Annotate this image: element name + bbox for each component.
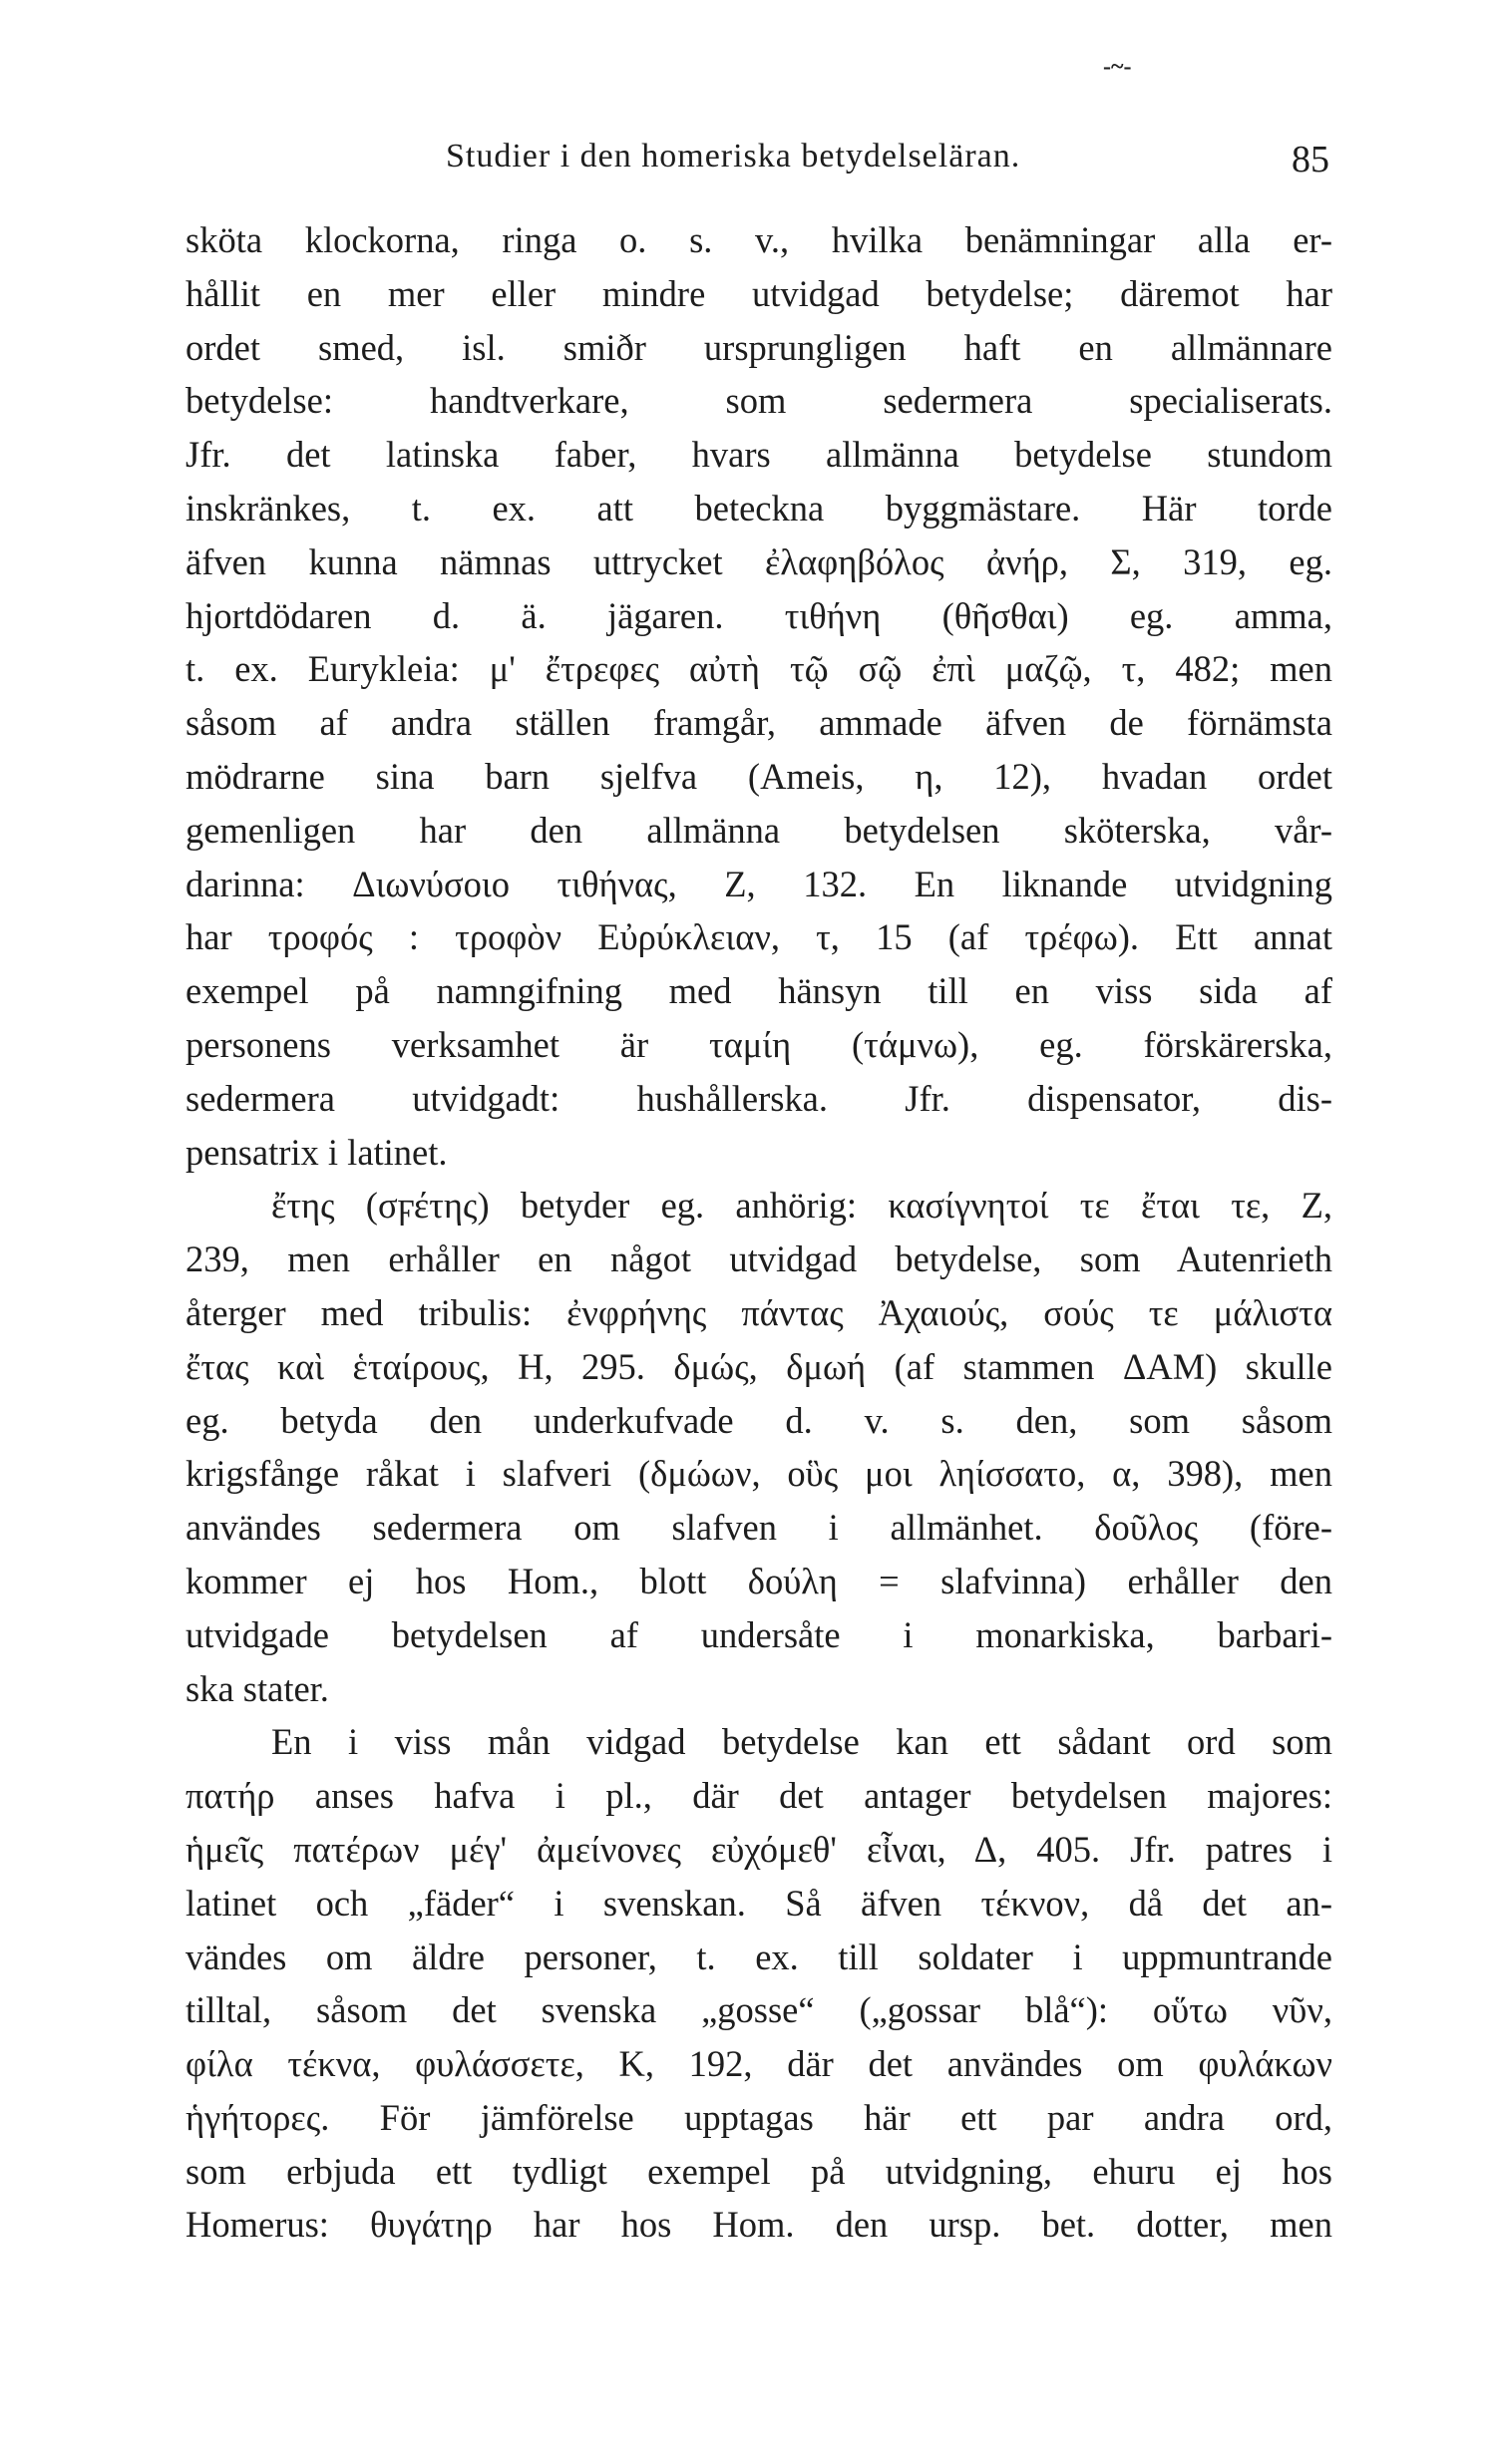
header-ornament: -~-: [1103, 54, 1132, 80]
page-number: 85: [1292, 139, 1329, 180]
text-line: äfven kunna nämnas uttrycket ἐλαφηβόλος ἀνήρ, Σ, 319, eg.: [186, 540, 1332, 582]
text-line: betydelse: handtverkare, som sedermera specialiserats.: [186, 380, 1332, 422]
text-line: gemenligen har den allmänna betydelsen sköterska, vår-: [186, 809, 1332, 851]
text-line: ἔτας καὶ ἑταίρους, Η, 295. δμώς, δμωή (af stammen ΔΑΜ) skulle: [186, 1345, 1332, 1387]
text-line: ἔτης (σϝέτης) betyder eg. anhörig: κασίγνητοί τε ἔται τε, Ζ,: [271, 1185, 1332, 1227]
body-text: [186, 213, 1332, 2252]
text-line: ordet smed, isl. smiðr ursprungligen haft en allmännare: [186, 326, 1332, 368]
text-line: återger med tribulis: ἐνφρήνης πάντας Ἀχαιούς, σούς τε μάλιστα: [186, 1291, 1332, 1333]
text-line: sköta klockorna, ringa o. s. v., hvilka benämningar alla er-: [186, 219, 1332, 260]
text-line: sedermera utvidgadt: hushållerska. Jfr. dispensator, dis-: [186, 1077, 1332, 1119]
text-line: En i viss mån vidgad betydelse kan ett sådant ord som: [271, 1721, 1332, 1763]
text-line: darinna: Διωνύσοιο τιθήνας, Ζ, 132. En liknande utvidgning: [186, 863, 1332, 904]
text-line: ἡμεῖς πατέρων μέγ' ἀμείνονες εὐχόμεθ' εἶναι, Δ, 405. Jfr. patres i: [186, 1828, 1332, 1870]
text-line: ἡγήτορες. För jämförelse upptagas här ett par andra ord,: [186, 2096, 1332, 2138]
text-line: 239, men erhåller en något utvidgad betydelse, som Autenrieth: [186, 1238, 1332, 1280]
text-line: exempel på namngifning med hänsyn till en viss sida af: [186, 970, 1332, 1012]
text-line: πατήρ anses hafva i pl., där det antager betydelsen majores:: [186, 1775, 1332, 1817]
text-line: Jfr. det latinska faber, hvars allmänna betydelse stundom: [186, 434, 1332, 476]
text-line: eg. betyda den underkufvade d. v. s. den, som såsom: [186, 1399, 1332, 1441]
text-line: har τροφός : τροφὸν Εὐρύκλειαν, τ, 15 (af τρέφω). Ett annat: [186, 916, 1332, 958]
text-line: tilltal, såsom det svenska „gosse“ („gossar blå“): οὕτω νῦν,: [186, 1989, 1332, 2031]
text-line: latinet och „fäder“ i svenskan. Så äfven τέκνον, då det an-: [186, 1882, 1332, 1924]
text-line: som erbjuda ett tydligt exempel på utvidgning, ehuru ej hos: [186, 2150, 1332, 2192]
text-line: ska stater.: [186, 1667, 329, 1709]
text-line: vändes om äldre personer, t. ex. till soldater i uppmuntrande: [186, 1936, 1332, 1977]
text-line: utvidgade betydelsen af undersåte i monarkiska, barbari-: [186, 1613, 1332, 1655]
text-line: kommer ej hos Hom., blott δούλη = slafvinna) erhåller den: [186, 1560, 1332, 1601]
text-line: användes sedermera om slafven i allmänhet. δοῦλος (före-: [186, 1507, 1332, 1549]
running-head: Studier i den homeriska betydelseläran.: [446, 138, 1021, 175]
text-line: t. ex. Eurykleia: μ' ἔτρεφες αὐτὴ τῷ σῷ ἐπὶ μαζῷ, τ, 482; men: [186, 648, 1332, 690]
text-line: krigsfånge råkat i slafveri (δμώων, οὓς μοι ληίσσατο, α, 398), men: [186, 1453, 1332, 1495]
text-line: såsom af andra ställen framgår, ammade äfven de förnämsta: [186, 702, 1332, 744]
text-line: mödrarne sina barn sjelfva (Ameis, η, 12), hvadan ordet: [186, 755, 1332, 797]
text-line: hållit en mer eller mindre utvidgad betydelse; däremot har: [186, 272, 1332, 314]
text-line: personens verksamhet är ταμίη (τάμνω), eg. förskärerska,: [186, 1023, 1332, 1065]
text-line: Homerus: θυγάτηρ har hos Hom. den ursp. bet. dotter, men: [186, 2204, 1332, 2246]
text-line: φίλα τέκνα, φυλάσσετε, Κ, 192, där det användes om φυλάκων: [186, 2043, 1332, 2085]
text-line: hjortdödaren d. ä. jägaren. τιθήνη (θῆσθαι) eg. amma,: [186, 594, 1332, 636]
text-line: pensatrix i latinet.: [186, 1131, 448, 1173]
text-line: inskränkes, t. ex. att beteckna byggmästare. Här torde: [186, 487, 1332, 528]
